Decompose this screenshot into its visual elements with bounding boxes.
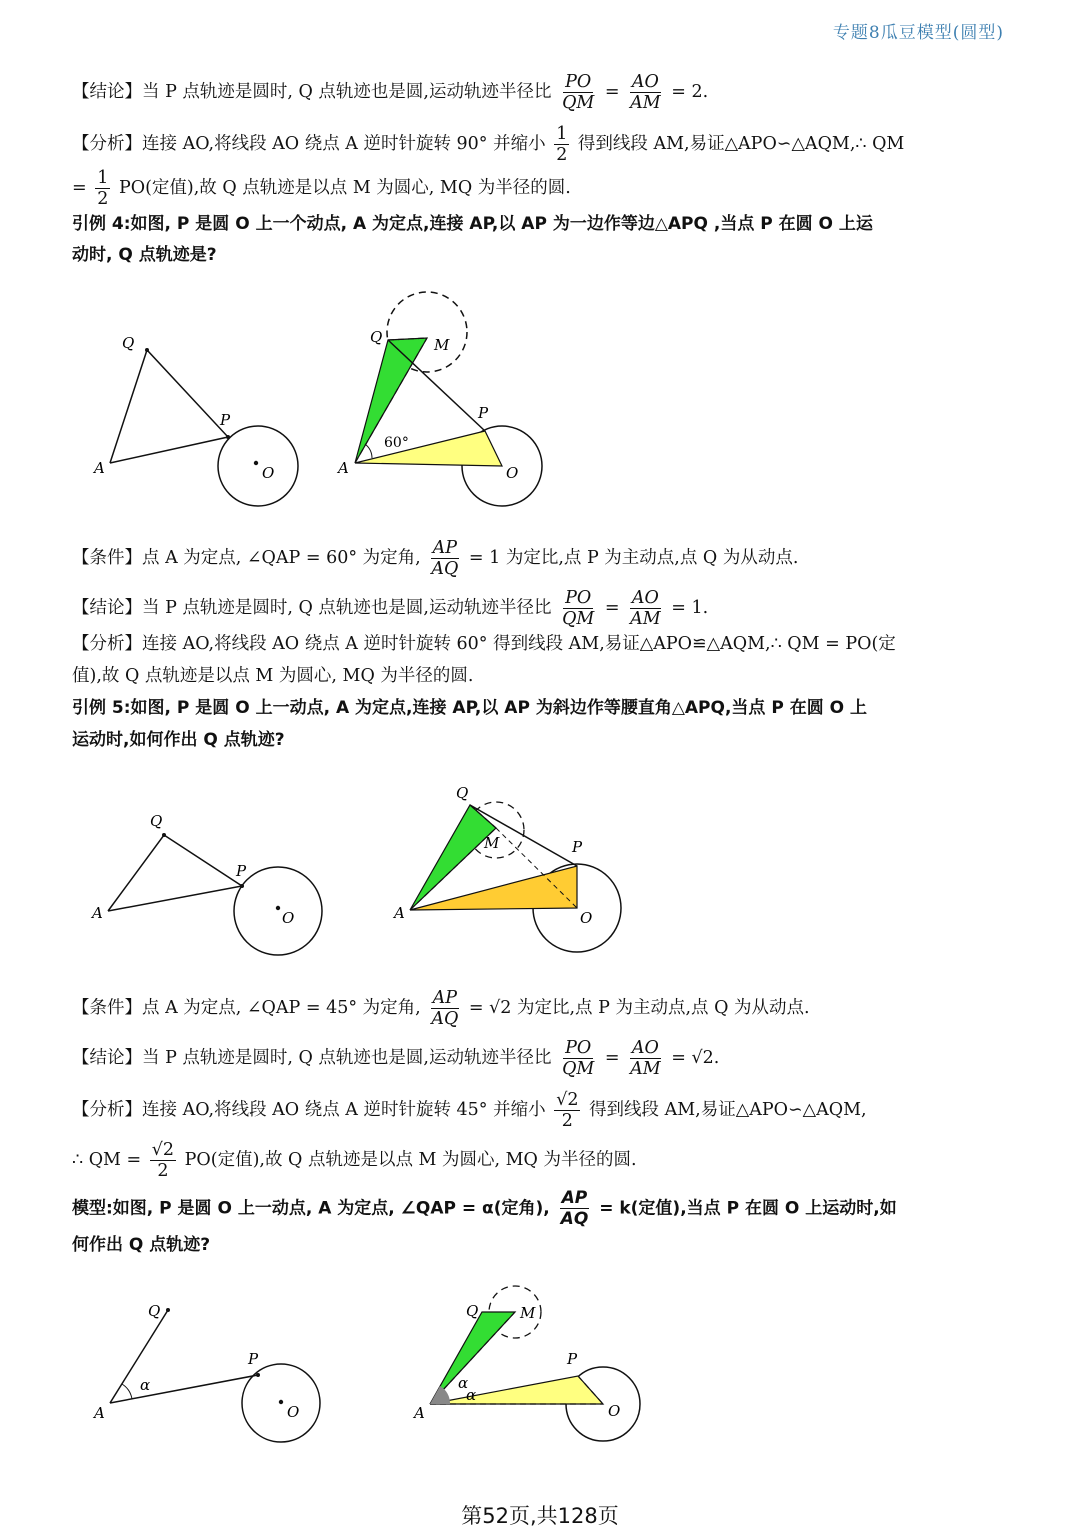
svg-text:α: α xyxy=(458,1374,469,1392)
svg-text:P: P xyxy=(220,411,231,429)
ex4-title-1: 引例 4:如图, P 是圆 O 上一个动点, A 为定点,连接 AP,以 AP 为一边作等边△APQ ,当点 P 在圆 O 上运 xyxy=(72,214,873,234)
conclusion-line: 【结论】当 P 点轨迹是圆时, Q 点轨迹也是圆,运动轨迹半径比 $\frac{PO}{QM}$ = $\frac{AO}{AM}$ = 2. xyxy=(72,72,709,113)
ex5-conclusion: 【结论】当 P 点轨迹是圆时, Q 点轨迹也是圆,运动轨迹半径比 $\frac{PO}{QM}$ = $\frac{AO}{AM}$ = √2. xyxy=(72,1038,720,1079)
svg-text:P: P xyxy=(572,838,583,856)
svg-text:P: P xyxy=(236,862,247,880)
svg-text:Q: Q xyxy=(370,328,383,346)
svg-text:A: A xyxy=(394,904,405,922)
svg-text:Q: Q xyxy=(122,334,135,352)
ex4-analysis-2: 值),故 Q 点轨迹是以点 M 为圆心, MQ 为半径的圆. xyxy=(72,666,474,686)
model-title-1: 模型:如图, P 是圆 O 上一动点, A 为定点, ∠QAP = α(定角), $\frac{AP}{AQ}$ = k(定值),当点 P 在圆 O 上运动时,如 xyxy=(72,1188,897,1229)
svg-text:O: O xyxy=(506,464,519,482)
svg-text:M: M xyxy=(484,834,500,852)
svg-text:O: O xyxy=(580,909,593,927)
svg-text:Q: Q xyxy=(466,1302,479,1320)
svg-text:Q: Q xyxy=(456,784,469,802)
ex4-figure-right xyxy=(330,290,570,524)
model-figure-left xyxy=(80,1290,340,1454)
svg-text:M: M xyxy=(520,1304,536,1322)
svg-text:A: A xyxy=(94,1404,105,1422)
svg-text:O: O xyxy=(282,909,295,927)
svg-text:A: A xyxy=(92,904,103,922)
ex5-analysis-1: 【分析】连接 AO,将线段 AO 绕点 A 逆时针旋转 45° 并缩小 $\frac{√2}{2}$ 得到线段 AM,易证△APO∽△AQM, xyxy=(72,1090,867,1131)
ex5-figure-right xyxy=(390,780,630,964)
svg-text:A: A xyxy=(94,459,105,477)
ex4-conclusion: 【结论】当 P 点轨迹是圆时, Q 点轨迹也是圆,运动轨迹半径比 $\frac{PO}{QM}$ = $\frac{AO}{AM}$ = 1. xyxy=(72,588,709,629)
svg-text:Q: Q xyxy=(150,812,163,830)
svg-text:α: α xyxy=(466,1386,477,1404)
svg-text:60°: 60° xyxy=(384,435,409,451)
analysis-line-1: 【分析】连接 AO,将线段 AO 绕点 A 逆时针旋转 90° 并缩小 $\frac{1}{2}$ 得到线段 AM,易证△APO∽△AQM,∴ QM xyxy=(72,124,905,165)
svg-text:P: P xyxy=(478,404,489,422)
svg-text:A: A xyxy=(338,459,349,477)
svg-text:Q: Q xyxy=(148,1302,161,1320)
svg-text:O: O xyxy=(262,464,275,482)
model-figure-right xyxy=(410,1290,650,1454)
ex5-title-2: 运动时,如何作出 Q 点轨迹? xyxy=(72,730,285,750)
ex4-condition: 【条件】点 A 为定点, ∠QAP = 60° 为定角, $\frac{AP}{AQ}$ = 1 为定比,点 P 为主动点,点 Q 为从动点. xyxy=(72,538,799,579)
svg-text:P: P xyxy=(567,1350,578,1368)
ex5-condition: 【条件】点 A 为定点, ∠QAP = 45° 为定角, $\frac{AP}{AQ}$ = √2 为定比,点 P 为主动点,点 Q 为从动点. xyxy=(72,988,810,1029)
svg-text:M: M xyxy=(434,336,450,354)
page-footer: 第52页,共128页 xyxy=(461,1504,619,1528)
ex4-figure-left xyxy=(80,290,320,524)
svg-text:O: O xyxy=(608,1402,621,1420)
analysis-line-2: = $\frac{1}{2}$ PO(定值),故 Q 点轨迹是以点 M 为圆心, MQ 为半径的圆. xyxy=(72,168,571,209)
ex5-title-1: 引例 5:如图, P 是圆 O 上一动点, A 为定点,连接 AP,以 AP 为斜边作等腰直角△APQ,当点 P 在圆 O 上 xyxy=(72,698,868,718)
ex4-title-2: 动时, Q 点轨迹是? xyxy=(72,245,217,265)
svg-text:O: O xyxy=(287,1403,300,1421)
svg-text:A: A xyxy=(414,1404,425,1422)
ex5-figure-left xyxy=(80,790,340,974)
svg-text:α: α xyxy=(140,1376,151,1394)
model-title-2: 何作出 Q 点轨迹? xyxy=(72,1235,211,1255)
svg-text:P: P xyxy=(248,1350,259,1368)
page-header: 专题8瓜豆模型(圆型) xyxy=(832,23,1004,43)
ex5-analysis-2: ∴ QM = $\frac{√2}{2}$ PO(定值),故 Q 点轨迹是以点 M 为圆心, MQ 为半径的圆. xyxy=(72,1140,637,1181)
ex4-analysis-1: 【分析】连接 AO,将线段 AO 绕点 A 逆时针旋转 60° 得到线段 AM,易证△APO≌△AQM,∴ QM = PO(定 xyxy=(72,634,896,654)
